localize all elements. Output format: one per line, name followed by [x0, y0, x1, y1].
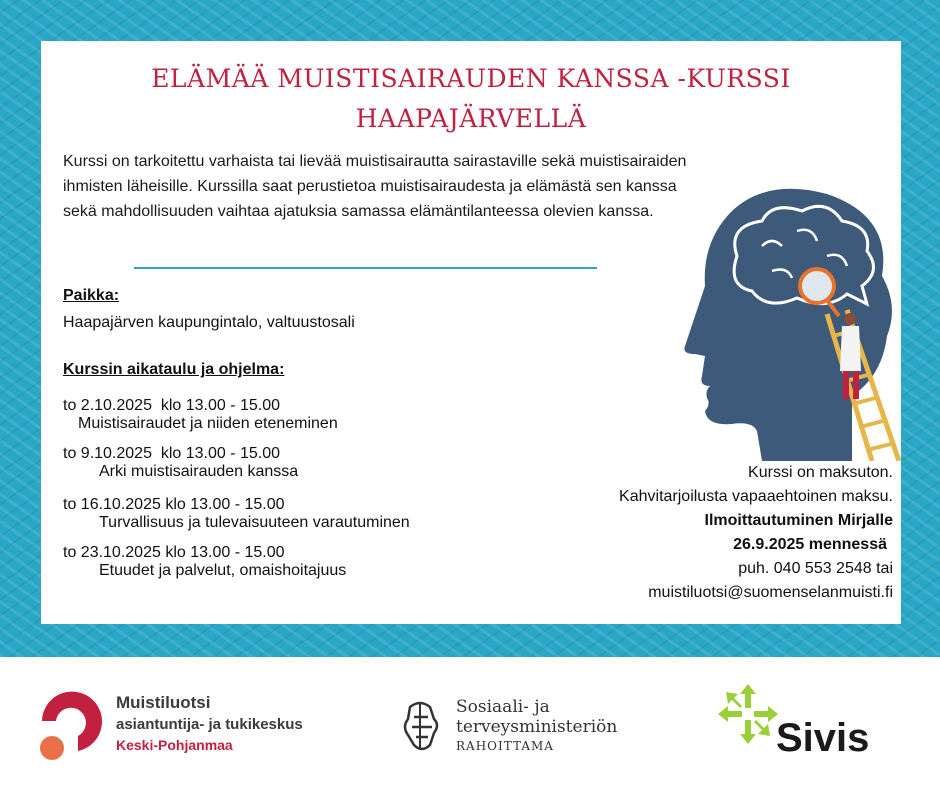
email-line: muistiluotsi@suomenselanmuisti.fi [648, 584, 893, 601]
section-divider [134, 267, 597, 269]
ministry-line-1: Sosiaali- ja [456, 697, 550, 717]
session-date: to 9.10.2025 klo 13.00 - 15.00 [63, 445, 281, 462]
ministry-line-3: RAHOITTAMA [456, 739, 554, 753]
session-topic: Turvallisuus ja tulevaisuuteen varautuminen [99, 514, 410, 531]
intro-text: Kurssi on tarkoitettu varhaista tai lievää muistisairautta sairastaville sekä muistisairaiden ihmisten läheisille. Kurssilla saat perustietoa muistisairaudesta ja elämästä sen kanssa sekä mahdollisuuden vaihtaa ajatuksia samassa elämäntilanteessa olevien kanssa. [63, 153, 687, 220]
muistiluotsi-region: Keski-Pohjanmaa [116, 737, 233, 753]
info-line: Kahvitarjoilusta vapaaehtoinen maksu. [619, 488, 893, 505]
place-value: Haapajärven kaupungintalo, valtuustosali [63, 314, 355, 331]
head-illustration [677, 186, 902, 461]
poster-title [41, 59, 901, 139]
ministry-line-2: terveysministeriön [456, 717, 618, 737]
sivis-logo [716, 682, 886, 772]
schedule-heading: Kurssin aikataulu ja ohjelma: [63, 361, 285, 378]
session-date: to 23.10.2025 klo 13.00 - 15.00 [63, 544, 285, 561]
sivis-arrows-icon [716, 682, 780, 746]
session-topic: Muistisairaudet ja niiden eteneminen [78, 415, 338, 432]
ministry-logo [400, 697, 630, 757]
place-heading: Paikka: [63, 287, 120, 304]
schedule-item [63, 445, 298, 481]
session-date: to 2.10.2025 klo 13.00 - 15.00 [63, 397, 281, 414]
sivis-wordmark: Sivis [776, 716, 870, 760]
info-line: Kurssi on maksuton. [748, 464, 893, 481]
deadline-line: 26.9.2025 mennessä [733, 536, 887, 553]
footer-logos [0, 657, 940, 788]
muistiluotsi-logo [36, 687, 316, 767]
session-topic: Arki muistisairauden kanssa [99, 463, 299, 480]
title-line-1: ELÄMÄÄ MUISTISAIRAUDEN KANSSA -KURSSI [151, 64, 791, 93]
muistiluotsi-mark-icon [36, 691, 108, 763]
schedule-item [63, 544, 346, 580]
registration-line: Ilmoittautuminen Mirjalle [704, 512, 893, 529]
session-date: to 16.10.2025 klo 13.00 - 15.00 [63, 496, 285, 513]
muistiluotsi-subtitle: asiantuntija- ja tukikeskus [116, 716, 303, 733]
title-line-2: HAAPAJÄRVELLÄ [355, 104, 587, 133]
lion-crest-icon [400, 699, 444, 755]
schedule-item [63, 397, 338, 433]
info-block [619, 461, 893, 605]
session-topic: Etuudet ja palvelut, omaishoitajuus [99, 562, 347, 579]
schedule-item [63, 496, 410, 532]
poster-card [41, 41, 901, 624]
muistiluotsi-name: Muistiluotsi [116, 693, 211, 712]
phone-line: puh. 040 553 2548 tai [738, 560, 893, 577]
